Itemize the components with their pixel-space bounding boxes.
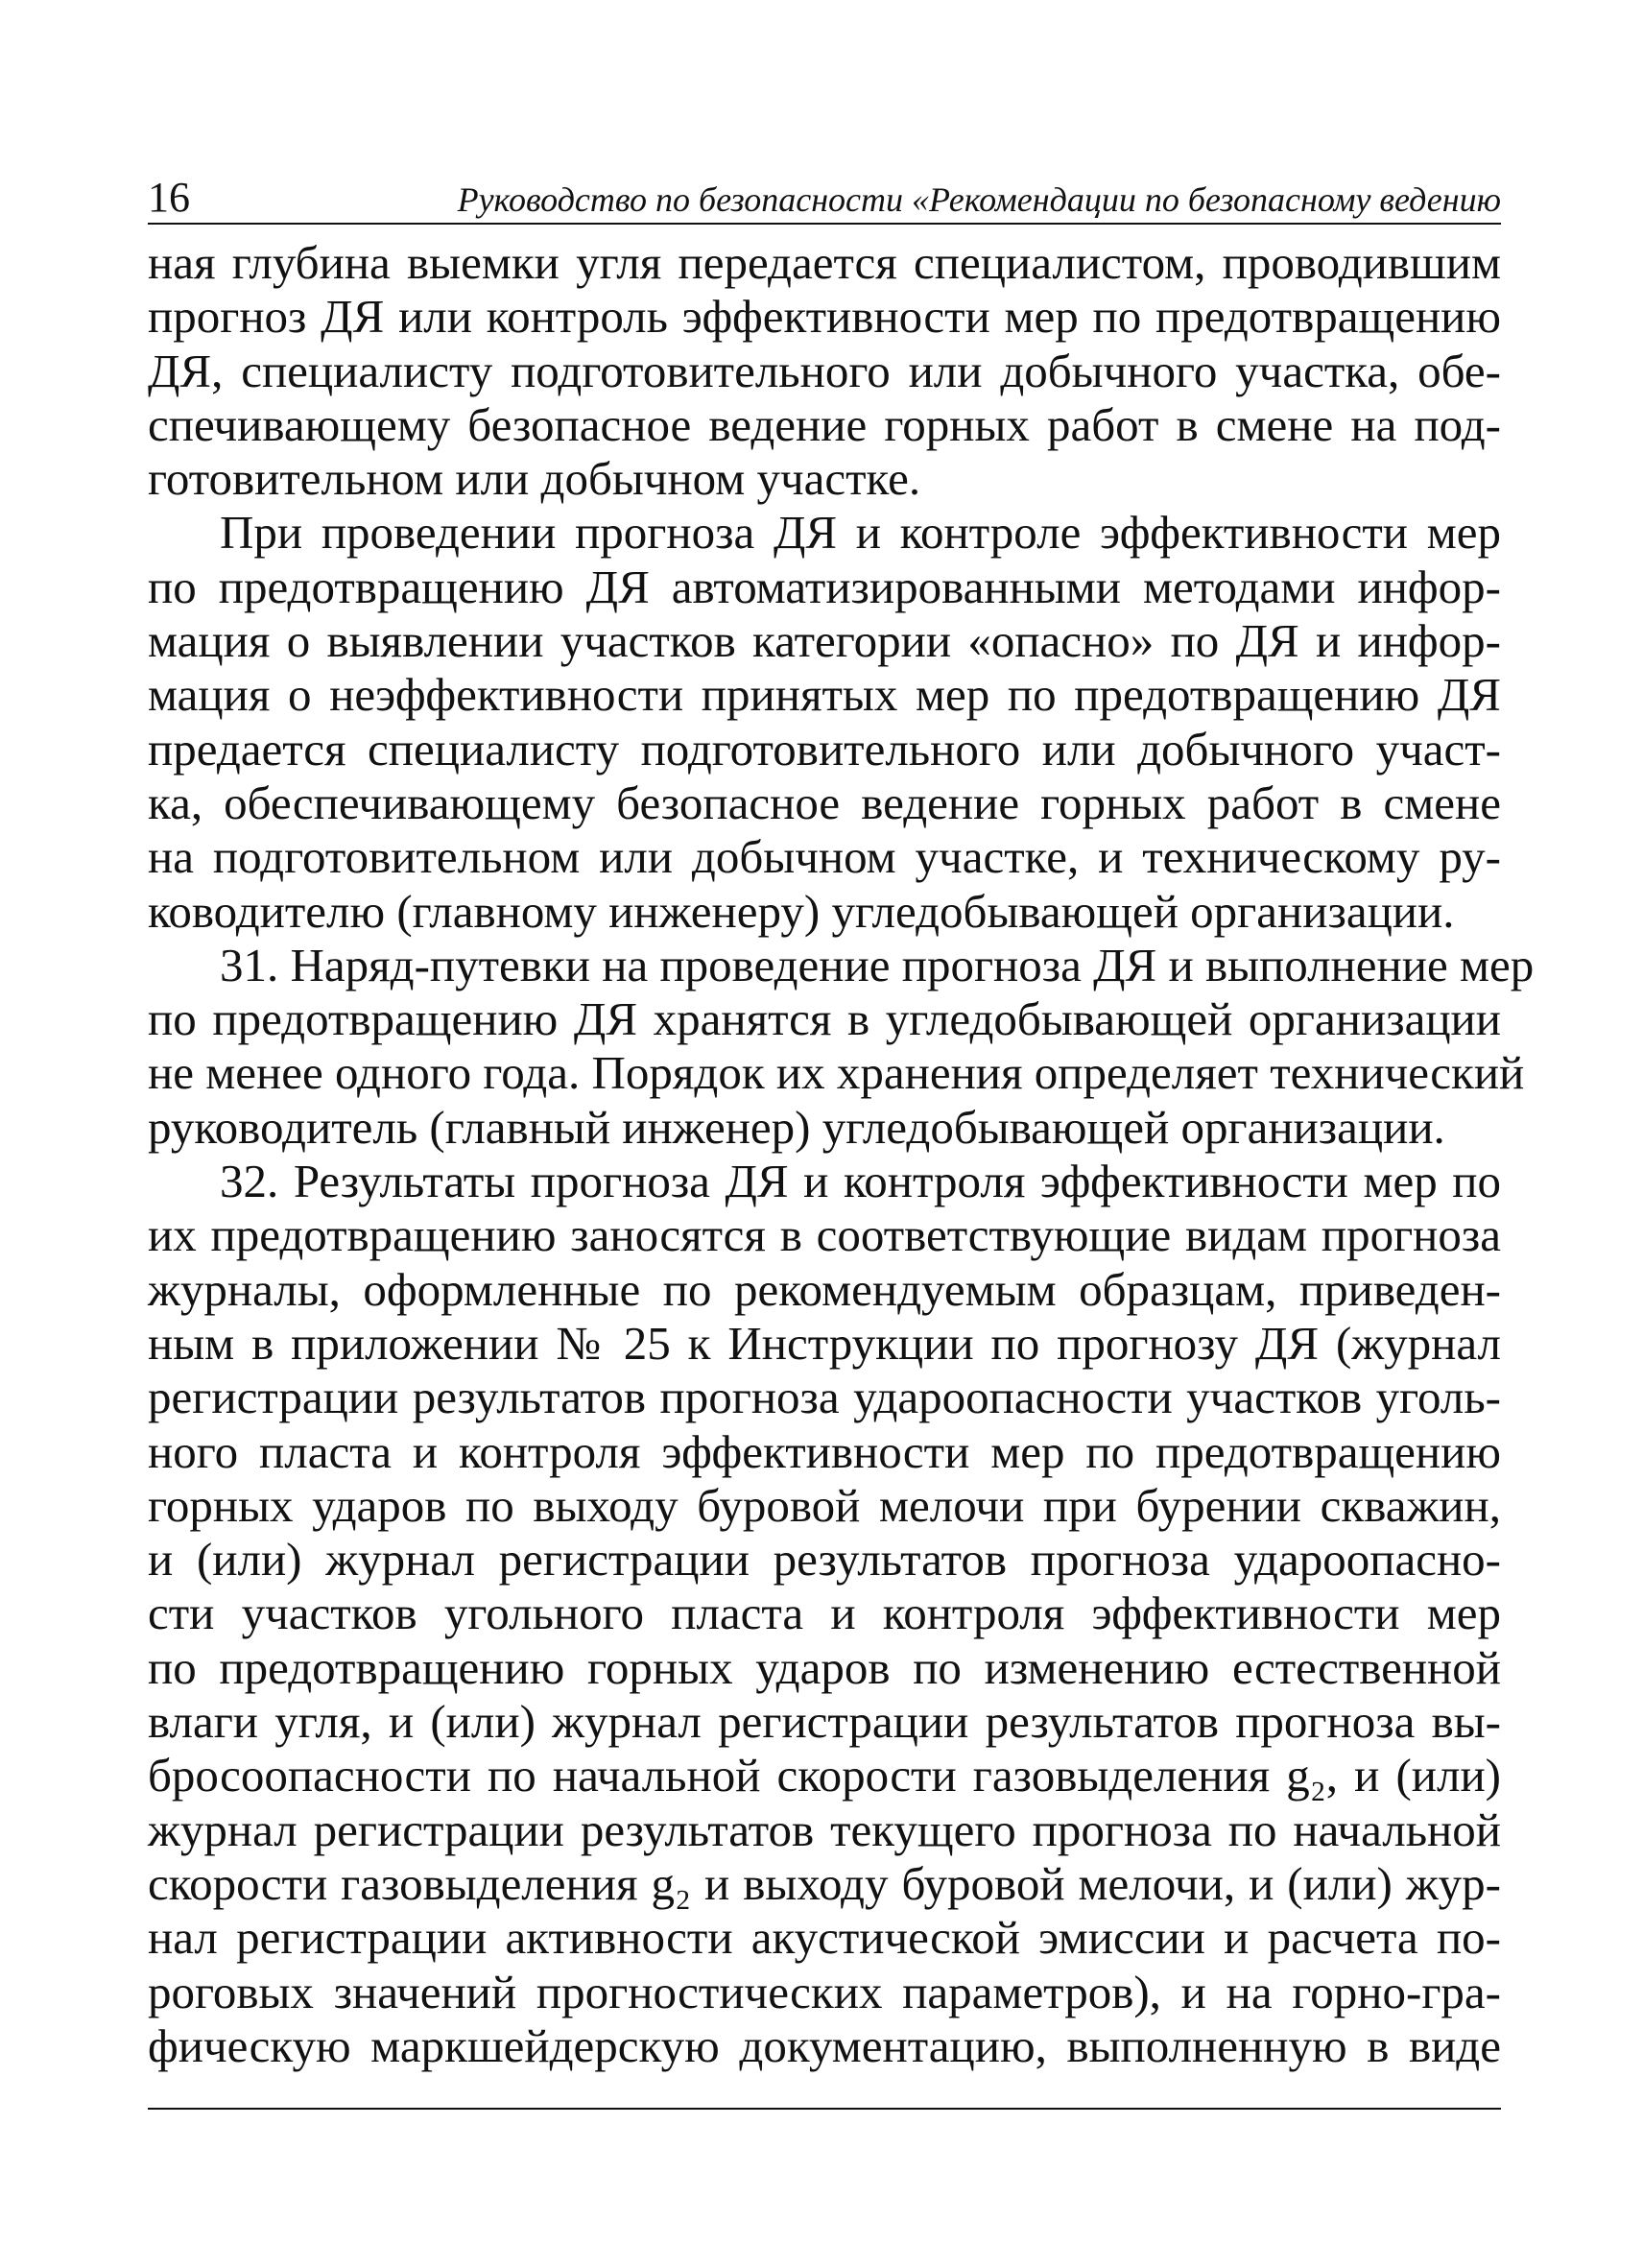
text-line: скорости газовыделения g₂ и выходу буровой мелочи, и (или) жур- (148, 1856, 1501, 1910)
page-number: 16 (148, 174, 190, 221)
text-line: руководитель (главный инженер) угледобывающей организации. (148, 1100, 1445, 1154)
text-line: по предотвращению ДЯ автоматизированными методами инфор- (148, 560, 1501, 613)
running-header-title: Руководство по безопасности «Рекомендации по безопасному ведению (457, 180, 1501, 219)
text-line: мация о выявлении участков категории «опасно» по ДЯ и инфор- (148, 614, 1501, 668)
text-line: влаги угля, и (или) журнал регистрации результатов прогноза вы- (148, 1695, 1501, 1749)
text-line: не менее одного года. Порядок их хранения определяет технический (148, 1046, 1525, 1100)
body-text (148, 236, 1535, 2073)
text-line: нал регистрации активности акустической эмиссии и расчета по- (148, 1911, 1501, 1965)
bottom-rule (148, 2108, 1501, 2110)
text-line: ным в приложении № 25 к Инструкции по прогнозу ДЯ (журнал (148, 1316, 1501, 1370)
text-line: ДЯ, специалисту подготовительного или добычного участка, обе- (148, 344, 1501, 397)
text-line: роговых значений прогностических параметров), и на горно-гра- (148, 1965, 1501, 2018)
running-header (148, 165, 1501, 225)
text-line: регистрации результатов прогноза удароопасности участков уголь- (148, 1371, 1501, 1424)
text-line: ка, обеспечивающему безопасное ведение горных работ в смене (148, 776, 1501, 829)
paragraph-first-line: 32. Результаты прогноза ДЯ и контроля эффективности мер по (220, 1155, 1501, 1208)
text-line: журналы, оформленные по рекомендуемым образцам, приведен- (148, 1262, 1501, 1316)
text-line: мация о неэффективности принятых мер по предотвращению ДЯ (148, 668, 1501, 722)
text-line: готовительном или добычном участке. (148, 452, 921, 506)
text-line: и (или) журнал регистрации результатов прогноза удароопасно- (148, 1533, 1501, 1587)
text-line: сти участков угольного пласта и контроля эффективности мер (148, 1587, 1501, 1640)
text-line: бросоопасности по начальной скорости газовыделения g₂, и (или) (148, 1749, 1501, 1802)
text-line: на подготовительном или добычном участке, и техническому ру- (148, 830, 1501, 884)
text-line: ного пласта и контроля эффективности мер по предотвращению (148, 1424, 1501, 1478)
text-line: фическую маркшейдерскую документацию, выполненную в виде (148, 2018, 1501, 2072)
paragraph-first-line: При проведении прогноза ДЯ и контроле эффективности мер (220, 506, 1501, 560)
text-line: журнал регистрации результатов текущего прогноза по начальной (148, 1802, 1501, 1856)
text-line: ководителю (главному инженеру) угледобывающей организации. (148, 884, 1455, 938)
text-line: горных ударов по выходу буровой мелочи при бурении скважин, (148, 1478, 1501, 1532)
text-line: спечивающему безопасное ведение горных работ в смене на под- (148, 397, 1501, 451)
text-line: по предотвращению ДЯ хранятся в угледобывающей организации (148, 992, 1501, 1046)
text-line: ная глубина выемки угля передается специалистом, проводившим (148, 236, 1501, 289)
text-line: по предотвращению горных ударов по изменению естественной (148, 1640, 1501, 1694)
text-line: предается специалисту подготовительного или добычного участ- (148, 722, 1501, 776)
text-line: прогноз ДЯ или контроль эффективности мер по предотвращению (148, 290, 1501, 344)
text-line: их предотвращению заносятся в соответствующие видам прогноза (148, 1208, 1501, 1262)
paragraph-first-line: 31. Наряд-путевки на проведение прогноза ДЯ и выполнение мер (220, 938, 1535, 991)
